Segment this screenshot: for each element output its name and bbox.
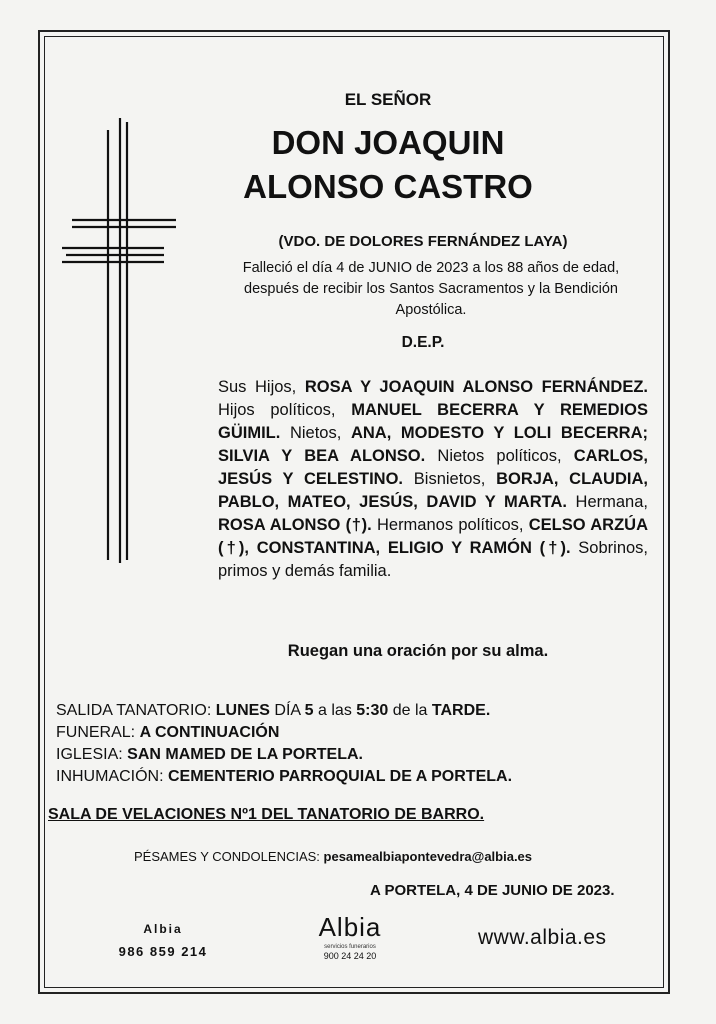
family-relation: Bisnietos, [403, 470, 497, 488]
family-relation: Hermana, [566, 493, 648, 511]
death-line: Apostólica. [395, 302, 467, 318]
death-notice [190, 258, 672, 321]
family-relation: Hermanos políticos, [371, 516, 529, 534]
albia-contact [108, 922, 218, 959]
deceased-name-line2: ALONSO CASTRO [243, 168, 533, 205]
family-relation: Hijos políticos, [218, 401, 352, 419]
iglesia-row: IGLESIA: SAN MAMED DE LA PORTELA. [56, 746, 363, 763]
family-names: CARLOS, JESÚS Y CELESTINO. [218, 447, 649, 488]
death-line: después de recibir los Santos Sacramentos y la Bendición [244, 281, 618, 297]
prayer-request: Ruegan una oración por su alma. [287, 642, 549, 660]
albia-phone: 986 859 214 [118, 944, 208, 959]
family-names: BORJA, CLAUDIA, PABLO, MATEO, JESÚS, DAVID Y MARTA. [218, 470, 648, 511]
death-line: Falleció el día 4 de JUNIO de 2023 a los 88 años de edad, [242, 260, 620, 276]
funeral-row: FUNERAL: A CONTINUACIÓN [56, 724, 280, 741]
deceased-name-line1: DON JOAQUIN [271, 124, 505, 161]
family-names: ANA, MODESTO Y LOLI BECERRA; SILVIA Y BEA ALONSO. [218, 424, 648, 465]
family-names: ROSA Y JOAQUIN ALONSO FERNÁNDEZ. [304, 378, 648, 396]
family-relation: Sobrinos, primos y demás familia. [218, 539, 649, 580]
family-names: MANUEL BECERRA Y REMEDIOS GÜIMIL. [218, 401, 648, 442]
logo-phone: 900 24 24 20 [323, 951, 377, 961]
family-names: ROSA ALONSO (†). [218, 516, 372, 534]
honorific: EL SEÑOR [344, 90, 432, 109]
logo-tagline: servicios funerarios [324, 944, 376, 950]
family-relation: Nietos políticos, [425, 447, 574, 465]
family-names: CELSO ARZÚA (†), CONSTANTINA, ELIGIO Y RAMÓN (†). [218, 516, 648, 557]
dep: D.E.P. [401, 334, 445, 351]
family-relation: Nietos, [280, 424, 351, 442]
website-link[interactable]: www.albia.es [478, 926, 607, 949]
viewing-room: SALA DE VELACIONES Nº1 DEL TANATORIO DE BARRO. [48, 806, 485, 823]
condolences-line: PÉSAMES Y CONDOLENCIAS: pesamealbiapontevedra@albia.es [134, 849, 533, 864]
condolences-email[interactable]: pesamealbiapontevedra@albia.es [323, 849, 533, 864]
albia-brand-text: Albia [143, 922, 183, 936]
salida-row: SALIDA TANATORIO: LUNES DÍA 5 a las 5:30 de la TARDE. [56, 702, 491, 719]
albia-logo [300, 912, 400, 961]
ceremony-details [56, 700, 512, 788]
family-list [218, 376, 648, 583]
inhumacion-row: INHUMACIÓN: CEMENTERIO PARROQUIAL DE A PORTELA. [56, 768, 513, 785]
logo-brand: Albia [318, 912, 382, 942]
widow-note: (VDO. DE DOLORES FERNÁNDEZ LAYA) [278, 233, 568, 250]
date-place: A PORTELA, 4 DE JUNIO DE 2023. [370, 882, 615, 899]
family-relation: Sus Hijos, [218, 378, 305, 396]
